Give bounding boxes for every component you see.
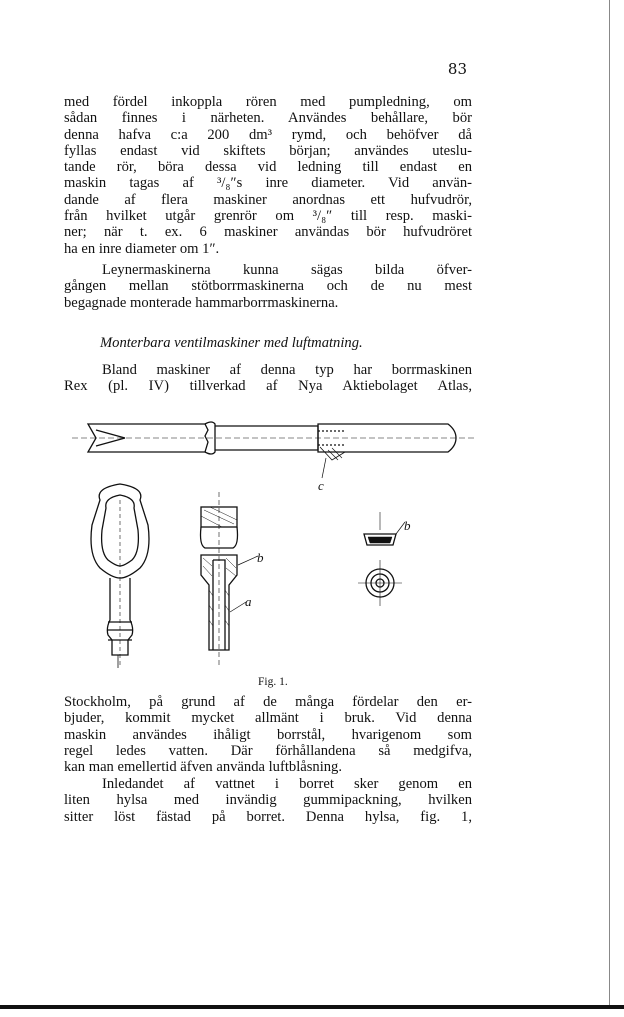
section-heading: Monterbara ventilmaskiner med luftmatning. bbox=[100, 335, 363, 351]
text-line: från hvilket utgår grenrör om ³/₈″ till resp. maski- bbox=[64, 208, 472, 225]
text-line: Rex (pl. IV) tillverkad af Nya Aktiebolaget Atlas, bbox=[64, 378, 472, 395]
text-line: Inledandet af vattnet i borret sker genom en bbox=[102, 776, 472, 792]
page-edge-line bbox=[609, 0, 610, 1005]
text-line: regel ledes vatten. Där förhållandena så medgifva, bbox=[64, 742, 472, 759]
text-line: fyllas endast vid skiftets början; användes uteslu- bbox=[64, 142, 472, 159]
text-line: sådan finnes i närheten. Användes behållare, bör bbox=[64, 110, 472, 127]
text-line: liten hylsa med invändig gummipackning, hvilken bbox=[64, 792, 472, 809]
page-bottom-border bbox=[0, 1005, 624, 1009]
label-c: c bbox=[318, 478, 324, 493]
text-line: begagnade monterade hammarborrmaskinerna. bbox=[64, 294, 339, 311]
text-line: ner; när t. ex. 6 maskiner användas bör hufvudröret bbox=[64, 224, 472, 241]
page-number: 83 bbox=[447, 60, 467, 78]
text-line: kan man emellertid äfven använda luftblåsning. bbox=[64, 759, 342, 776]
text-line: ha en inre diameter om 1″. bbox=[64, 240, 220, 257]
text-line: dande af flera maskiner anordnas ett hufvudrör, bbox=[64, 191, 472, 208]
paragraph-4 bbox=[64, 694, 472, 775]
text-line: bjuder, kommit mycket allmänt i bruk. Vid denna bbox=[64, 710, 472, 727]
text-line: tande rör, böra dessa vid ledning till endast en bbox=[64, 159, 472, 176]
text-line: maskin användes ihåligt borrstål, hvarigenom som bbox=[64, 726, 472, 743]
label-b-middle: b bbox=[257, 550, 264, 565]
label-b-right: b bbox=[404, 518, 411, 533]
text-line: Bland maskiner af denna typ har borrmaskinen bbox=[102, 362, 472, 378]
figure-caption: Fig. 1. bbox=[258, 676, 288, 688]
label-a: a bbox=[245, 594, 252, 609]
text-line: Stockholm, på grund af de många fördelar den er- bbox=[64, 694, 472, 710]
text-line: maskin tagas af ³/₈″s inre diameter. Vid använ- bbox=[64, 175, 472, 192]
text-line: denna hafva c:a 200 dm³ rymd, och behöfver då bbox=[64, 126, 472, 143]
text-line: med fördel inkoppla rören med pumpledning, om bbox=[64, 94, 472, 110]
text-line: gången mellan stötborrmaskinerna och de nu mest bbox=[64, 278, 472, 295]
text-line: sitter löst fästad på borret. Denna hylsa, fig. 1, bbox=[64, 808, 472, 825]
paragraph-5 bbox=[64, 776, 472, 825]
text-line: Leynermaskinerna kunna sägas bilda öfver- bbox=[102, 262, 472, 278]
